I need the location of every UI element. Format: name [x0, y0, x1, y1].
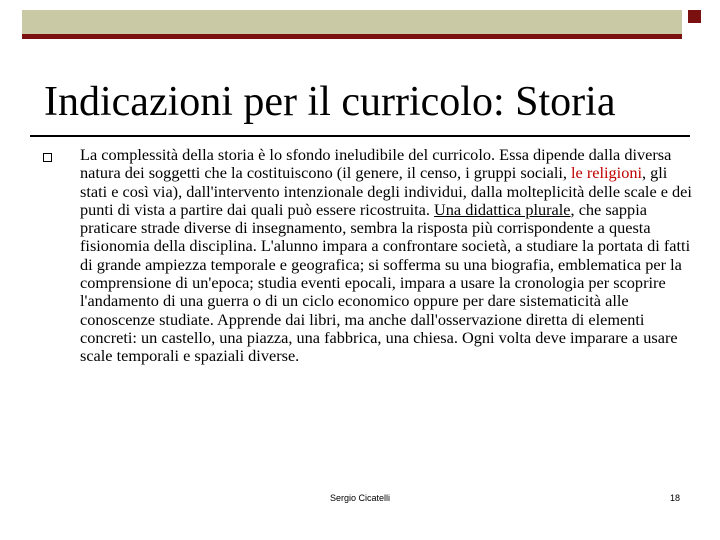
slide-title: Indicazioni per il curricolo: Storia: [44, 79, 616, 125]
highlighted-term: le religioni: [571, 163, 642, 183]
square-bullet-icon: [43, 153, 52, 162]
header-banner: [22, 10, 682, 34]
slide-page-number: 18: [669, 493, 680, 503]
slide-body: [80, 146, 692, 366]
underlined-term: Una didattica plurale: [434, 199, 571, 219]
body-text-part: , gli stati e così via), dall'intervento intenzionale degli individui, dalla molteplicità delle scale e dei punti di vista a partire dai quali può essere ricostruita.: [80, 163, 692, 219]
header-accent-square: [688, 10, 701, 23]
body-text-part: La complessità della storia è lo sfondo ineludibile del curricolo. Essa dipende dalla diversa natura dei soggetti che la costituiscono (il genere, il censo, i gruppi sociali,: [80, 145, 672, 183]
body-text-part: , che sappia praticare strade diverse di insegnamento, sembra la risposta più corrispondente a questa fisionomia della disciplina. L'alunno impara a confrontare società, a studiare la portata di fatti di grande ampiezza temporale e geografica; si sofferma su una biografia, emblematica per la comprensione di un'epoca; studia eventi epocali, impara a usare la cronologia per scoprire l'andamento di una guerra o di un ciclo economico oppure per dare sistematicità alle conoscenze studiate. Apprende dai libri, ma anche dall'osservazione diretta di elementi concreti: un castello, una piazza, una fabbrica, una chiesa. Ogni volta deve imparare a usare scale temporali e spaziali diverse.: [80, 199, 691, 366]
header-accent-line: [22, 34, 682, 39]
title-divider: [30, 135, 690, 137]
slide-footer-author: Sergio Cicatelli: [329, 493, 391, 503]
